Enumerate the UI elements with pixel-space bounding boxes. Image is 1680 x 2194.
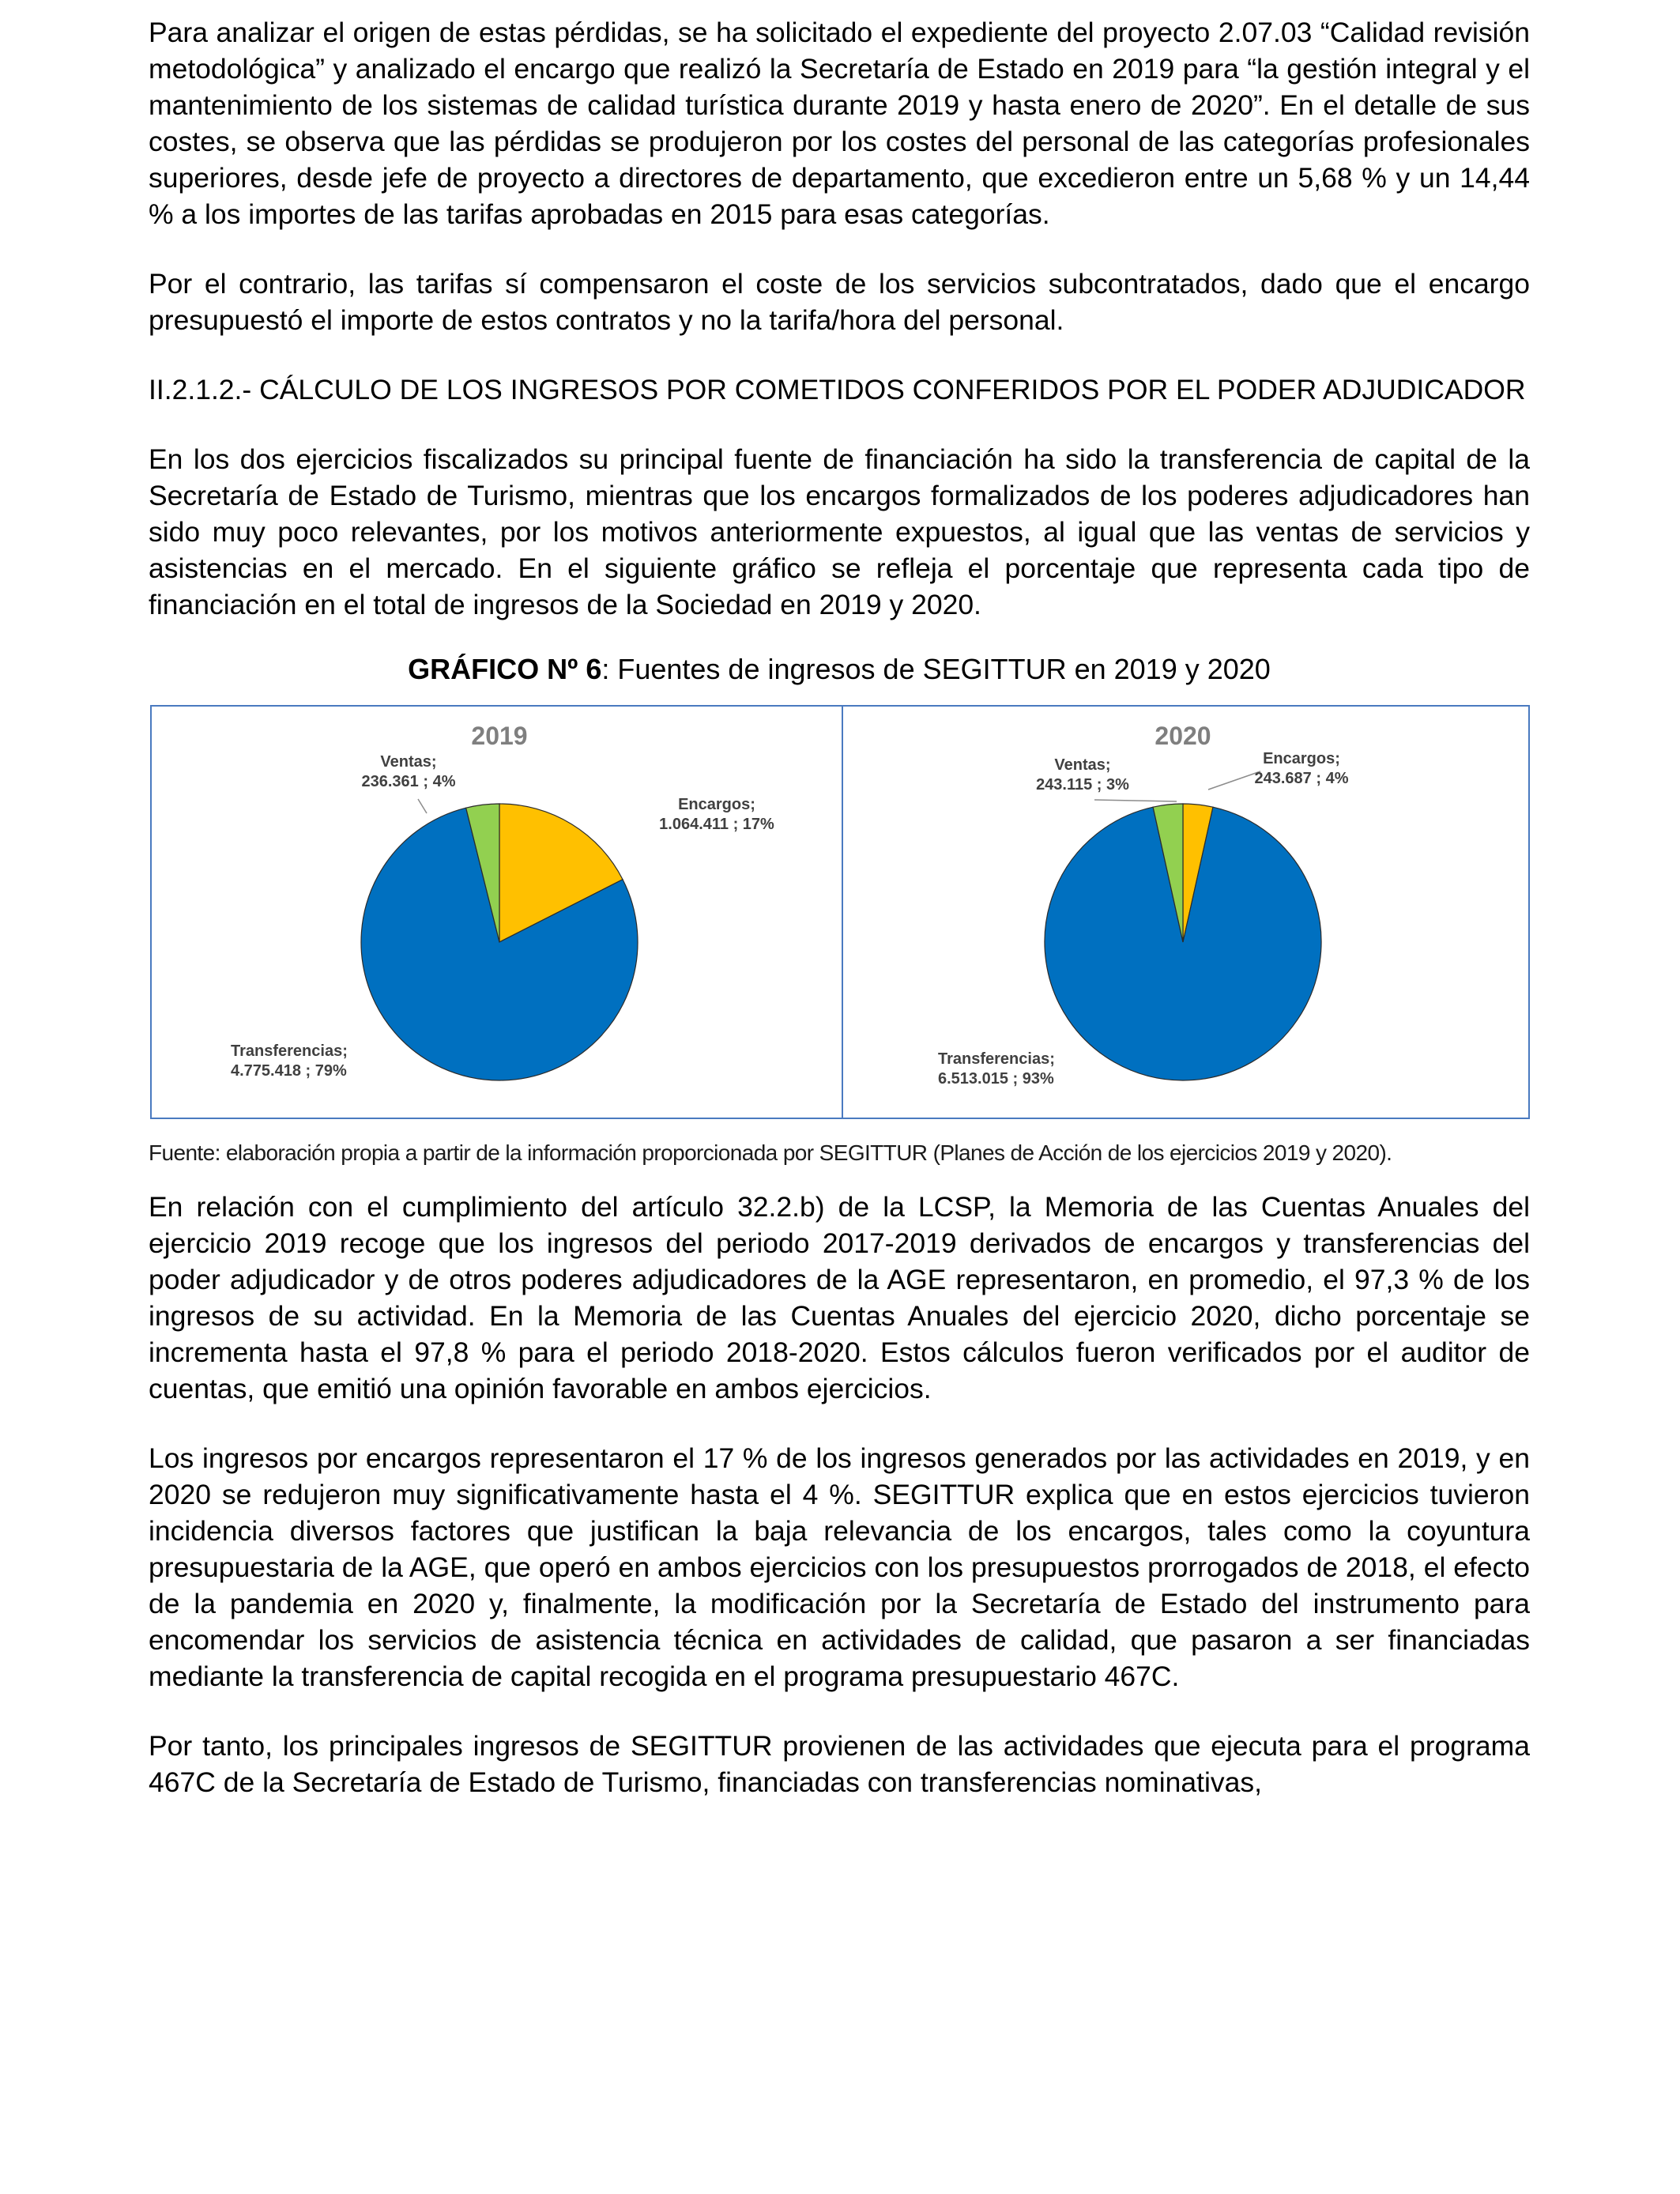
figure-chart-frame	[150, 705, 1530, 1119]
paragraph-6: Por tanto, los principales ingresos de SEGITTUR provienen de las actividades que ejecuta para el programa 467C de la Secretaría de Estado de Turismo, financiadas con transferencias nominativas,	[149, 1730, 1530, 1798]
paragraph-2: Por el contrario, las tarifas sí compensaron el coste de los servicios subcontratados, dado que el encargo presupuestó el importe de estos contratos y no la tarifa/hora del personal.	[149, 268, 1530, 336]
data-label-encargos-2019: Encargos; 1.064.411 ; 17%	[659, 796, 774, 833]
data-label-transferencias-2020: Transferencias; 6.513.015 ; 93%	[938, 1050, 1055, 1088]
data-label-ventas-2020: Ventas; 243.115 ; 3%	[1036, 756, 1129, 794]
figure-title-number: GRÁFICO Nº 6	[408, 653, 602, 685]
chart-title-2019: 2019	[471, 722, 528, 750]
data-label-transferencias-2019: Transferencias; 4.775.418 ; 79%	[231, 1042, 348, 1080]
paragraph-4: En relación con el cumplimiento del artículo 32.2.b) de la LCSP, la Memoria de las Cuentas Anuales del ejercicio 2019 recoge que los ingresos del periodo 2017-2019 derivados de encargos y transferencias del poder adjudicador y de otros poderes adjudicadores de la AGE representaron, en promedio, el 97,3 % de los ingresos de su actividad. En la Memoria de las Cuentas Anuales del ejercicio 2020, dicho porcentaje se incrementa hasta el 97,8 % para el periodo 2018-2020. Estos cálculos fueron verificados por el auditor de cuentas, que emitió una opinión favorable en ambos ejercicios.	[149, 1191, 1530, 1404]
chart-panel-2020	[843, 707, 1531, 1118]
leader-line-ventas-2020	[1094, 800, 1177, 801]
figure-title	[149, 651, 1530, 688]
data-label-ventas-2019: Ventas; 236.361 ; 4%	[361, 753, 456, 790]
chart-panel-2019	[152, 707, 840, 1118]
leader-line-ventas-2019	[418, 799, 427, 813]
data-label-encargos-2020: Encargos; 243.687 ; 4%	[1254, 750, 1349, 787]
paragraph-1: Para analizar el origen de estas pérdidas, se ha solicitado el expediente del proyecto 2.07.03 “Calidad revisión metodológica” y analizado el encargo que realizó la Secretaría de Estado en 2019 para “la gestión integral y el mantenimiento de los sistemas de calidad turística durante 2019 y hasta enero de 2020”. En el detalle de sus costes, se observa que las pérdidas se produjeron por los costes del personal de las categorías profesionales superiores, desde jefe de proyecto a directores de departamento, que excedieron entre un 5,68 % y un 14,44 % a los importes de las tarifas aprobadas en 2015 para esas categorías.	[149, 17, 1530, 230]
leader-line-encargos-2020	[1208, 771, 1260, 790]
pie-chart-2019	[152, 707, 840, 1118]
document-page	[149, 14, 1530, 1800]
paragraph-3: En los dos ejercicios fiscalizados su principal fuente de financiación ha sido la transferencia de capital de la Secretaría de Estado de Turismo, mientras que los encargos formalizados de los poderes adjudicadores han sido muy poco relevantes, por los motivos anteriormente expuestos, al igual que las ventas de servicios y asistencias en el mercado. En el siguiente gráfico se refleja el porcentaje que representa cada tipo de financiación en el total de ingresos de la Sociedad en 2019 y 2020.	[149, 443, 1530, 620]
pie-chart-2020	[843, 707, 1531, 1118]
paragraph-5: Los ingresos por encargos representaron el 17 % de los ingresos generados por las actividades en 2019, y en 2020 se redujeron muy significativamente hasta el 4 %. SEGITTUR explica que en estos ejercicios tuvieron incidencia diversos factores que justifican la baja relevancia de los encargos, tales como la coyuntura presupuestaria de la AGE, que operó en ambos ejercicios con los presupuestos prorrogados de 2018, el efecto de la pandemia en 2020 y, finalmente, la modificación por la Secretaría de Estado del instrumento para encomendar los servicios de asistencia técnica en actividades de calidad, que pasaron a ser financiadas mediante la transferencia de capital recogida en el programa presupuestario 467C.	[149, 1442, 1530, 1692]
section-heading: II.2.1.2.- CÁLCULO DE LOS INGRESOS POR COMETIDOS CONFERIDOS POR EL PODER ADJUDICADOR	[149, 374, 1526, 405]
chart-title-2020: 2020	[1155, 722, 1211, 750]
figure-title-text: : Fuentes de ingresos de SEGITTUR en 2019 y 2020	[601, 653, 1271, 685]
figure-source: Fuente: elaboración propia a partir de la información proporcionada por SEGITTUR (Planes de Acción de los ejercicios 2019 y 2020).	[149, 1140, 1392, 1165]
